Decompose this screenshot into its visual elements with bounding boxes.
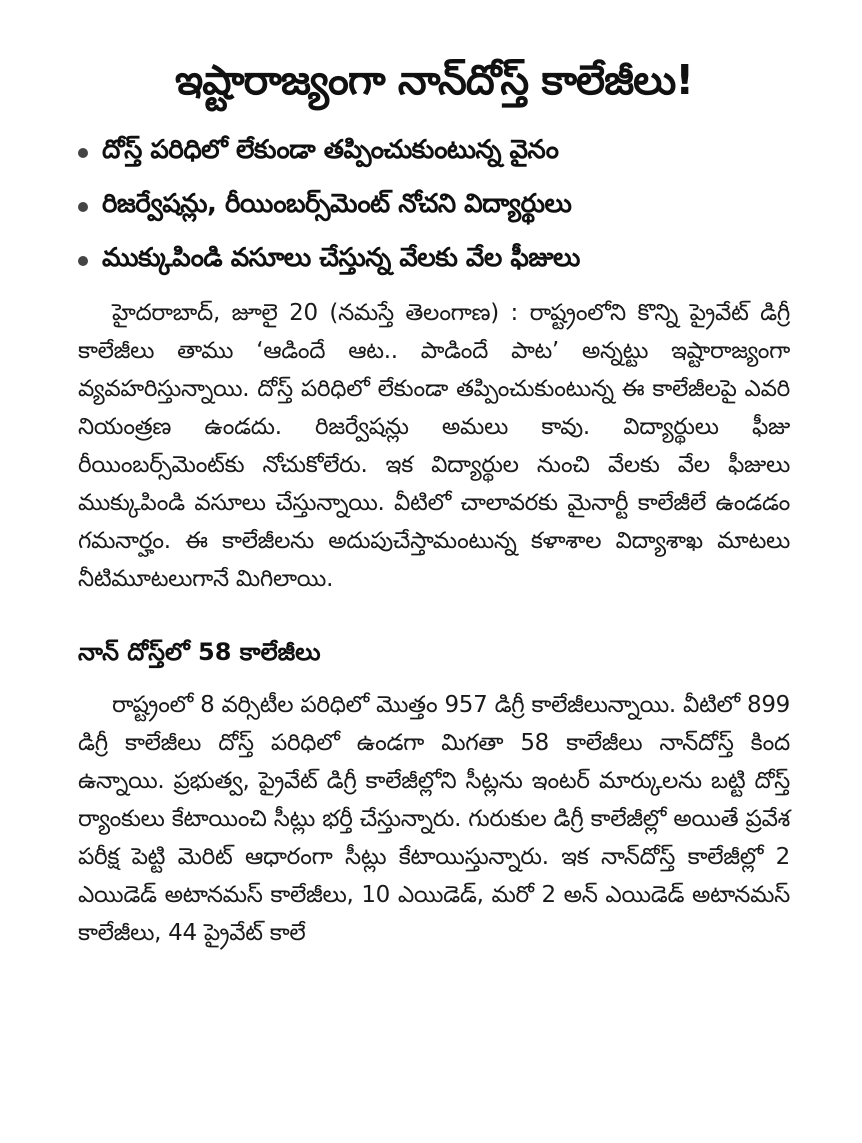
bullet-item bbox=[78, 126, 790, 180]
bullet-text: దోస్త్‌ పరిధిలో లేకుండా తప్పించుకుంటున్న వైనం bbox=[102, 135, 559, 165]
subheading: నాన్‌ దోస్త్‌లో 58 కాలేజీలు bbox=[78, 638, 321, 666]
news-article bbox=[78, 48, 790, 952]
bullet-dot-icon bbox=[78, 148, 88, 158]
bullet-item bbox=[78, 180, 790, 234]
bullet-text: రిజర్వేషన్లు, రీయింబర్స్‌మెంట్‌ నోచని విద్యార్థులు bbox=[102, 189, 572, 219]
bullet-item bbox=[78, 234, 790, 288]
headline: ఇష్టారాజ్యంగా నాన్‌దోస్త్‌ కాలేజీలు! bbox=[174, 56, 694, 104]
bullet-dot-icon bbox=[78, 202, 88, 212]
bullet-dot-icon bbox=[78, 256, 88, 266]
bullet-text: ముక్కుపిండి వసూలు చేస్తున్న వేలకు వేల ఫీజులు bbox=[102, 243, 580, 273]
bullet-list bbox=[78, 126, 790, 288]
body-paragraph-2: రాష్ట్రంలో 8 వర్సిటీల పరిధిలో మొత్తం 957 డిగ్రీ కాలేజీలున్నాయి. వీటిలో 899 డిగ్రీ కాలేజీలు దోస్త్‌ పరిధిలో ఉండగా మిగతా 58 కాలేజీలు నాన్‌దోస్త్‌ కింద ఉన్నాయి. ప్రభుత్వ, ప్రైవేట్‌ డిగ్రీ కాలేజీల్లోని సీట్లను ఇంటర్‌ మార్కులను బట్టి దోస్త్‌ ర్యాంకులు కేటాయించి సీట్లు భర్తీ చేస్తున్నారు. గురుకుల డిగ్రీ కాలేజీల్లో అయితే ప్రవేశ పరీక్ష పెట్టి మెరిట్‌ ఆధారంగా సీట్లు కేటాయిస్తున్నారు. ఇక నాన్‌దోస్త్‌ కాలేజీల్లో 2 ఎయిడెడ్‌ అటానమస్‌ కాలేజీలు, 10 ఎయిడెడ్‌, మరో 2 అన్‌ ఎయిడెడ్‌ అటానమస్‌ కాలేజీలు, 44 ప్రైవేట్‌ కాలే bbox=[78, 692, 790, 946]
body-paragraph-1: హైదరాబాద్‌, జూలై 20 (నమస్తే తెలంగాణ) : రాష్ట్రంలోని కొన్ని ప్రైవేట్‌ డిగ్రీ కాలేజీలు తాము ‘ఆడిందే ఆట.. పాడిందే పాట’ అన్నట్టు ఇష్టారాజ్యంగా వ్యవహరిస్తున్నాయి. దోస్త్‌ పరిధిలో లేకుండా తప్పించుకుంటున్న ఈ కాలేజీలపై ఎవరి నియంత్రణ ఉండదు. రిజర్వేషన్లు అమలు కావు. విద్యార్థులు ఫీజు రీయింబర్స్‌మెంట్‌కు నోచుకోలేరు. ఇక విద్యార్థుల నుంచి వేలకు వేల ఫీజులు ముక్కుపిండి వసూలు చేస్తున్నాయి. వీటిలో చాలావరకు మైనార్టీ కాలేజీలే ఉండడం గమనార్హం. ఈ కాలేజీలను అదుపుచేస్తామంటున్న కళాశాల విద్యాశాఖ మాటలు నీటిమూటలుగానే మిగిలాయి. bbox=[78, 300, 790, 592]
